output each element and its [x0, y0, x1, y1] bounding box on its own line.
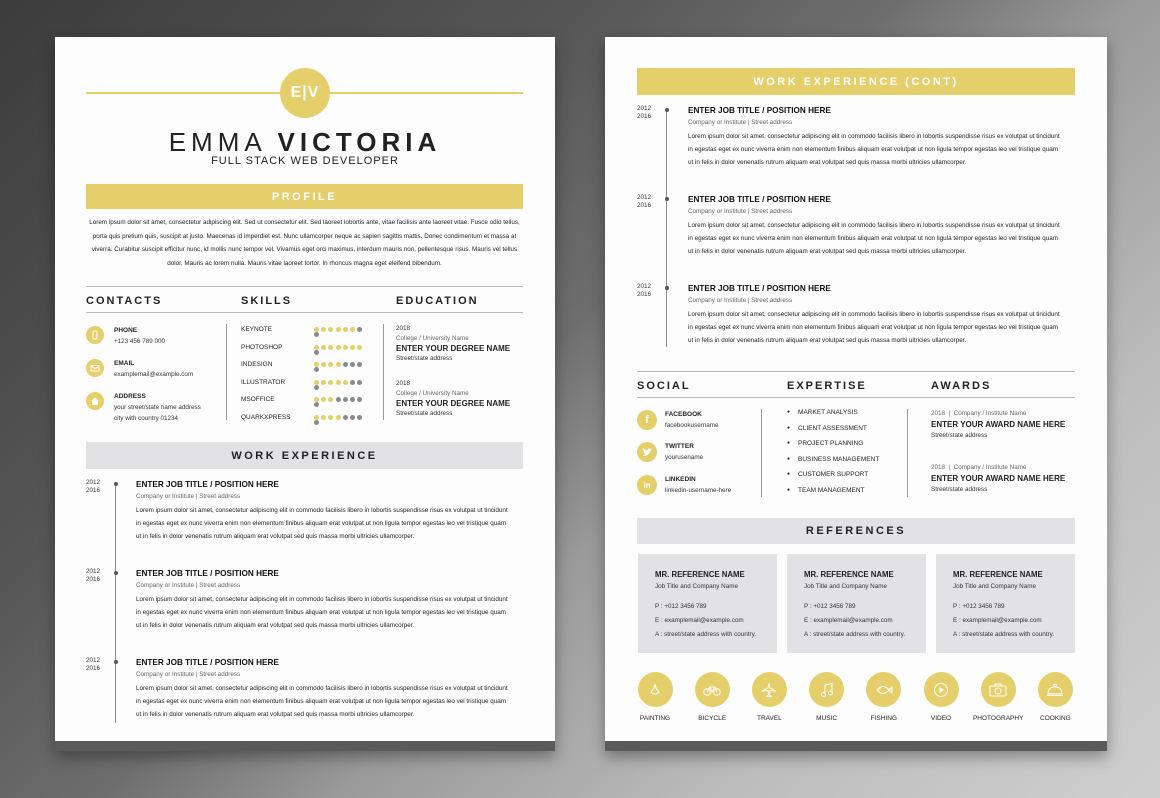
social-value: facebookusername [665, 422, 719, 429]
skill-rating [314, 415, 371, 425]
education-school: College / University Name [396, 335, 469, 342]
rating-dot [336, 345, 341, 350]
job-description-line: Lorem ipsum dolor sit amet, consectetur adipiscing elit in commodo facilisis libero in lobortis suspendisse risus ex volutpat ut tincidunt [688, 133, 1060, 140]
hobby-label: BICYCLE [698, 715, 727, 722]
reference-email: E : examplemail@example.com [953, 617, 1042, 624]
rating-dot [343, 327, 348, 332]
rating-dot [314, 332, 319, 337]
rating-dot [314, 350, 319, 355]
job-title: ENTER JOB TITLE / POSITION HERE [136, 569, 279, 578]
rating-dot [343, 415, 348, 420]
job-title: ENTER JOB TITLE / POSITION HERE [688, 106, 831, 115]
skill-rating [314, 345, 371, 355]
skill-rating [314, 397, 371, 407]
job-end-year: 2016 [637, 202, 652, 209]
skill-row [241, 326, 371, 336]
reference-job: Job Title and Company Name [804, 583, 887, 590]
rating-dot [328, 415, 333, 420]
job-end-year: 2016 [637, 291, 652, 298]
rating-dot [350, 362, 355, 367]
expertise-item [787, 409, 858, 416]
rating-dot [357, 362, 362, 367]
skill-name: QUARKXPRESS [241, 414, 291, 421]
first-name: EMMA [168, 127, 266, 157]
education-address: Street/state address [396, 410, 453, 417]
skill-row [241, 414, 371, 424]
rating-dot [357, 397, 362, 402]
divider [86, 312, 523, 313]
job-description-line: in egestas eget ex nunc viverra enim non elementum finibus aliquam erat volutpat ut non ligula tempor egestas leo vel tristique quam [136, 609, 506, 616]
skill-name: PHOTOSHOP [241, 343, 283, 351]
expertise-item [787, 425, 867, 432]
rating-dot [357, 327, 362, 332]
rating-dot [328, 362, 333, 367]
timeline-dot [665, 108, 669, 112]
job-description-line: Lorem ipsum dolor sit amet, consectetur adipiscing elit in commodo facilisis libero in lobortis suspendisse risus ex volutpat ut tincidunt [136, 596, 508, 603]
facebook-icon: f [637, 410, 657, 430]
bicycle-icon [695, 672, 730, 707]
expertise-label: CLIENT ASSESSMENT [798, 424, 867, 432]
award-name: ENTER YOUR AWARD NAME HERE [931, 474, 1066, 483]
work-cont-heading: WORK EXPERIENCE (CONT) [637, 68, 1075, 95]
job-description-line: ut in felis in dolor venenatis rutrum aliquam erat volutpat sed quis massa morbi ultricies ullamcorper. [136, 711, 415, 718]
hobby-label: PAINTING [639, 715, 671, 722]
phone-icon [86, 326, 104, 344]
reference-address: A : street/state address with country. [655, 631, 757, 638]
job-description-line: ut in felis in dolor venenatis rutrum aliquam erat volutpat sed quis massa morbi ultricies ullamcorper. [136, 533, 415, 540]
resume-page-2 [605, 37, 1107, 751]
resume-page-1 [55, 37, 555, 751]
expertise-item [787, 440, 863, 447]
job-description-line: in egestas eget ex nunc viverra enim non elementum finibus aliquam erat volutpat ut non ligula tempor egestas leo vel tristique quam [688, 146, 1058, 153]
hobby-label: FISHING [870, 715, 897, 722]
expertise-heading: EXPERTISE [787, 380, 867, 392]
social-value: yourusename [665, 454, 704, 461]
rating-dot [321, 415, 326, 420]
job-start-year: 2012 [86, 657, 101, 664]
job-start-year: 2012 [637, 194, 652, 201]
expertise-item [787, 487, 864, 494]
job-description-line: ut in felis in dolor venenatis rutrum aliquam erat volutpat sed quis massa morbi ultricies ullamcorper. [688, 159, 967, 166]
reference-name: MR. REFERENCE NAME [804, 570, 894, 579]
education-degree: ENTER YOUR DEGREE NAME [396, 344, 511, 353]
hobby-label: TRAVEL [756, 715, 782, 722]
divider [86, 286, 523, 287]
hobby-label: PHOTOGRAPHY [972, 715, 1024, 722]
award-item [931, 464, 1081, 493]
page-footer-band [55, 741, 555, 751]
job-start-year: 2012 [86, 479, 101, 486]
job-title: ENTER JOB TITLE / POSITION HERE [136, 658, 279, 667]
contact-label: ADDRESS [114, 393, 146, 400]
camera-icon [981, 672, 1016, 707]
education-year: 2018 [396, 325, 411, 332]
reference-name: MR. REFERENCE NAME [953, 570, 1043, 579]
job-description-line: in egestas eget ex nunc viverra enim non elementum finibus aliquam erat volutpat ut non ligula tempor egestas leo vel tristique quam [136, 698, 506, 705]
person-name [55, 127, 555, 158]
rating-dot [343, 362, 348, 367]
cloche-icon [1038, 672, 1073, 707]
reference-name: MR. REFERENCE NAME [655, 570, 745, 579]
reference-card [936, 554, 1075, 653]
timeline-dot [665, 197, 669, 201]
skill-row [241, 344, 371, 354]
job-description-line: in egestas eget ex nunc viverra enim non elementum finibus aliquam erat volutpat ut non ligula tempor egestas leo vel tristique quam [688, 324, 1058, 331]
rating-dot [321, 397, 326, 402]
award-address: Street/state address [931, 432, 988, 439]
bullet-icon: ● [787, 455, 791, 462]
rating-dot [350, 380, 355, 385]
contact-value: your street/state name address [114, 404, 201, 411]
education-address: Street/state address [396, 355, 453, 362]
skills-heading: SKILLS [241, 295, 293, 307]
skill-name: KEYNOTE [241, 326, 273, 333]
timeline-dot [114, 571, 118, 575]
rating-dot [328, 397, 333, 402]
rating-dot [350, 327, 355, 332]
rating-dot [314, 402, 319, 407]
job-description-line: ut in felis in dolor venenatis rutrum aliquam erat volutpat sed quis massa morbi ultricies ullamcorper. [136, 622, 415, 629]
award-meta: 2018 | Company / Institute Name [931, 410, 1027, 417]
award-item [931, 410, 1081, 439]
rating-dot [357, 380, 362, 385]
references-heading: REFERENCES [637, 518, 1075, 544]
work-experience-heading: WORK EXPERIENCE [86, 442, 523, 469]
divider [637, 397, 1075, 398]
play-icon [924, 672, 959, 707]
job-description-line: Lorem ipsum dolor sit amet, consectetur adipiscing elit in commodo facilisis libero in lobortis suspendisse risus ex volutpat ut tincidunt [136, 685, 508, 692]
reference-card [638, 554, 777, 653]
social-label: LINKEDIN [665, 476, 696, 483]
contact-label: EMAIL [114, 360, 135, 367]
expertise-item [787, 471, 868, 478]
skill-rating [314, 380, 371, 390]
bullet-icon: ● [787, 440, 791, 447]
job-title: ENTER JOB TITLE / POSITION HERE [136, 480, 279, 489]
job-description-line: in egestas eget ex nunc viverra enim non elementum finibus aliquam erat volutpat ut non ligula tempor egestas leo vel tristique quam [688, 235, 1058, 242]
rating-dot [343, 397, 348, 402]
timeline-dot [665, 286, 669, 290]
timeline-line [115, 485, 116, 723]
skill-rating [314, 362, 371, 372]
timeline-dot [114, 660, 118, 664]
social-label: TWITTER [665, 443, 694, 450]
expertise-label: TEAM MANAGEMENT [798, 487, 865, 494]
timeline-line [666, 109, 667, 347]
job-company: Company or Institute | Street address [136, 582, 241, 589]
expertise-label: MARKET ANALYSIS [798, 409, 858, 416]
reference-card [787, 554, 926, 653]
column-divider [226, 324, 227, 420]
award-name: ENTER YOUR AWARD NAME HERE [931, 420, 1066, 429]
contact-value: city with country 01234 [114, 415, 179, 422]
rating-dot [321, 345, 326, 350]
job-start-year: 2012 [86, 568, 101, 575]
rating-dot [357, 345, 362, 350]
reference-job: Job Title and Company Name [655, 583, 738, 590]
rating-dot [336, 397, 341, 402]
reference-email: E : examplemail@example.com [804, 617, 893, 624]
job-company: Company or Institute | Street address [688, 297, 793, 304]
twitter-icon [637, 442, 657, 462]
skill-row [241, 379, 371, 389]
monogram: E|V [280, 68, 330, 118]
job-description-line: Lorem ipsum dolor sit amet, consectetur adipiscing elit in commodo facilisis libero in lobortis suspendisse risus ex volutpat ut tincidunt [136, 507, 508, 514]
expertise-label: BUSINESS MANAGEMENT [798, 455, 880, 463]
mail-icon [86, 359, 104, 377]
education-school: College / University Name [396, 390, 469, 397]
job-company: Company or Institute | Street address [688, 119, 793, 126]
skill-name: INDESIGN [241, 361, 273, 369]
education-item [396, 380, 526, 417]
skill-rating [314, 327, 371, 337]
music-icon [809, 672, 844, 707]
job-company: Company or Institute | Street address [688, 208, 793, 215]
contact-label: PHONE [114, 327, 138, 334]
rating-dot [321, 327, 326, 332]
page-footer-band [605, 741, 1107, 751]
job-title: ENTER JOB TITLE / POSITION HERE [688, 284, 831, 293]
skill-row [241, 361, 371, 371]
rating-dot [328, 380, 333, 385]
reference-job: Job Title and Company Name [953, 583, 1036, 590]
rating-dot [336, 327, 341, 332]
rating-dot [328, 327, 333, 332]
rating-dot [314, 345, 319, 350]
social-value: linkedin-username-here [665, 487, 732, 494]
column-divider [761, 409, 762, 497]
plane-icon [752, 672, 787, 707]
education-item [396, 325, 526, 362]
hobby-label: MUSIC [816, 715, 838, 722]
skill-name: ILLUSTRATOR [241, 378, 286, 386]
reference-address: A : street/state address with country. [953, 631, 1055, 638]
job-end-year: 2016 [637, 113, 652, 120]
bullet-icon: ● [787, 424, 791, 431]
rating-dot [350, 345, 355, 350]
hobby-label: VIDEO [930, 715, 952, 722]
rating-dot [350, 397, 355, 402]
job-description-line: Lorem ipsum dolor sit amet, consectetur adipiscing elit in commodo facilisis libero in lobortis suspendisse risus ex volutpat ut tincidunt [688, 222, 1060, 229]
contact-value: +123 456 789 000 [114, 338, 165, 345]
rating-dot [314, 420, 319, 425]
job-description-line: ut in felis in dolor venenatis rutrum aliquam erat volutpat sed quis massa morbi ultricies ullamcorper. [688, 337, 967, 344]
job-company: Company or Institute | Street address [136, 493, 241, 500]
bullet-icon: ● [787, 409, 791, 415]
awards-heading: AWARDS [931, 380, 992, 392]
education-degree: ENTER YOUR DEGREE NAME [396, 399, 511, 408]
skill-row [241, 396, 371, 406]
fish-icon [866, 672, 901, 707]
header-rule-left [86, 92, 280, 94]
job-start-year: 2012 [637, 283, 652, 290]
expertise-label: CUSTOMER SUPPORT [798, 471, 869, 479]
rating-dot [336, 415, 341, 420]
hobby-label: COOKING [1040, 715, 1071, 722]
linkedin-icon: in [637, 475, 657, 495]
profile-summary: Lorem ipsum dolor sit amet, consectetur adipiscing elit. Sed ut consectetur elit. Sed laoreet lobortis ante, vitae facilisis ante laoreet vitae. Fusce odio tellus, porta quis pretium quis, suscipit at justo. Maecenas id imperdiet est. Nunc ullamcorper neque ac sapien sagittis mattis. Donec condimentum et massa at viverra. Curabitur suscipit efficitur nunc, id mollis nunc tempor vel. Vivamus eget orci maximus, interdum mauris non, pellentesque risus. Mauris vel tellus dolor. Mauris ac lorem nulla. Mauris vitae laoreet tortor. In rhoncus magna eget eleifend bibendum. [89, 219, 520, 267]
reference-address: A : street/state address with country. [804, 631, 906, 638]
rating-dot [350, 415, 355, 420]
rating-dot [314, 367, 319, 372]
award-address: Street/state address [931, 486, 988, 493]
job-title: ENTER JOB TITLE / POSITION HERE [688, 195, 831, 204]
profile-heading: PROFILE [86, 184, 523, 209]
contact-value: examplemail@example.com [114, 371, 194, 378]
reference-phone: P : +012 3456 789 [804, 603, 856, 610]
home-icon [86, 392, 104, 410]
reference-email: E : examplemail@example.com [655, 617, 744, 624]
divider [637, 371, 1075, 372]
job-description-line: Lorem ipsum dolor sit amet, consectetur adipiscing elit in commodo facilisis libero in lobortis suspendisse risus ex volutpat ut tincidunt [688, 311, 1060, 318]
rating-dot [314, 385, 319, 390]
skill-name: MSOFFICE [241, 396, 275, 404]
rating-dot [336, 362, 341, 367]
rating-dot [343, 380, 348, 385]
rating-dot [321, 362, 326, 367]
social-heading: SOCIAL [637, 380, 691, 392]
bullet-icon: ● [787, 487, 791, 493]
award-meta: 2018 | Company / Institute Name [931, 464, 1027, 471]
job-end-year: 2016 [86, 665, 101, 672]
job-description-line: ut in felis in dolor venenatis rutrum aliquam erat volutpat sed quis massa morbi ultricies ullamcorper. [688, 248, 967, 255]
reference-phone: P : +012 3456 789 [953, 603, 1005, 610]
job-start-year: 2012 [637, 105, 652, 112]
expertise-label: PROJECT PLANNING [798, 440, 864, 448]
contacts-heading: CONTACTS [86, 295, 163, 307]
rating-dot [343, 345, 348, 350]
job-end-year: 2016 [86, 576, 101, 583]
rating-dot [357, 415, 362, 420]
reference-phone: P : +012 3456 789 [655, 603, 707, 610]
rating-dot [328, 345, 333, 350]
paint-icon [638, 672, 673, 707]
education-heading: EDUCATION [396, 295, 479, 307]
header-rule-right [330, 92, 523, 94]
education-year: 2018 [396, 380, 411, 387]
column-divider [383, 324, 384, 420]
rating-dot [336, 380, 341, 385]
column-divider [907, 409, 908, 497]
job-company: Company or Institute | Street address [136, 671, 241, 678]
rating-dot [321, 380, 326, 385]
job-description-line: in egestas eget ex nunc viverra enim non elementum finibus aliquam erat volutpat ut non ligula tempor egestas leo vel tristique quam [136, 520, 506, 527]
last-name: VICTORIA [277, 127, 442, 157]
timeline-dot [114, 482, 118, 486]
job-end-year: 2016 [86, 487, 101, 494]
expertise-item [787, 456, 879, 463]
bullet-icon: ● [787, 471, 791, 478]
social-label: FACEBOOK [665, 411, 702, 418]
job-role: FULL STACK WEB DEVELOPER [211, 155, 399, 167]
